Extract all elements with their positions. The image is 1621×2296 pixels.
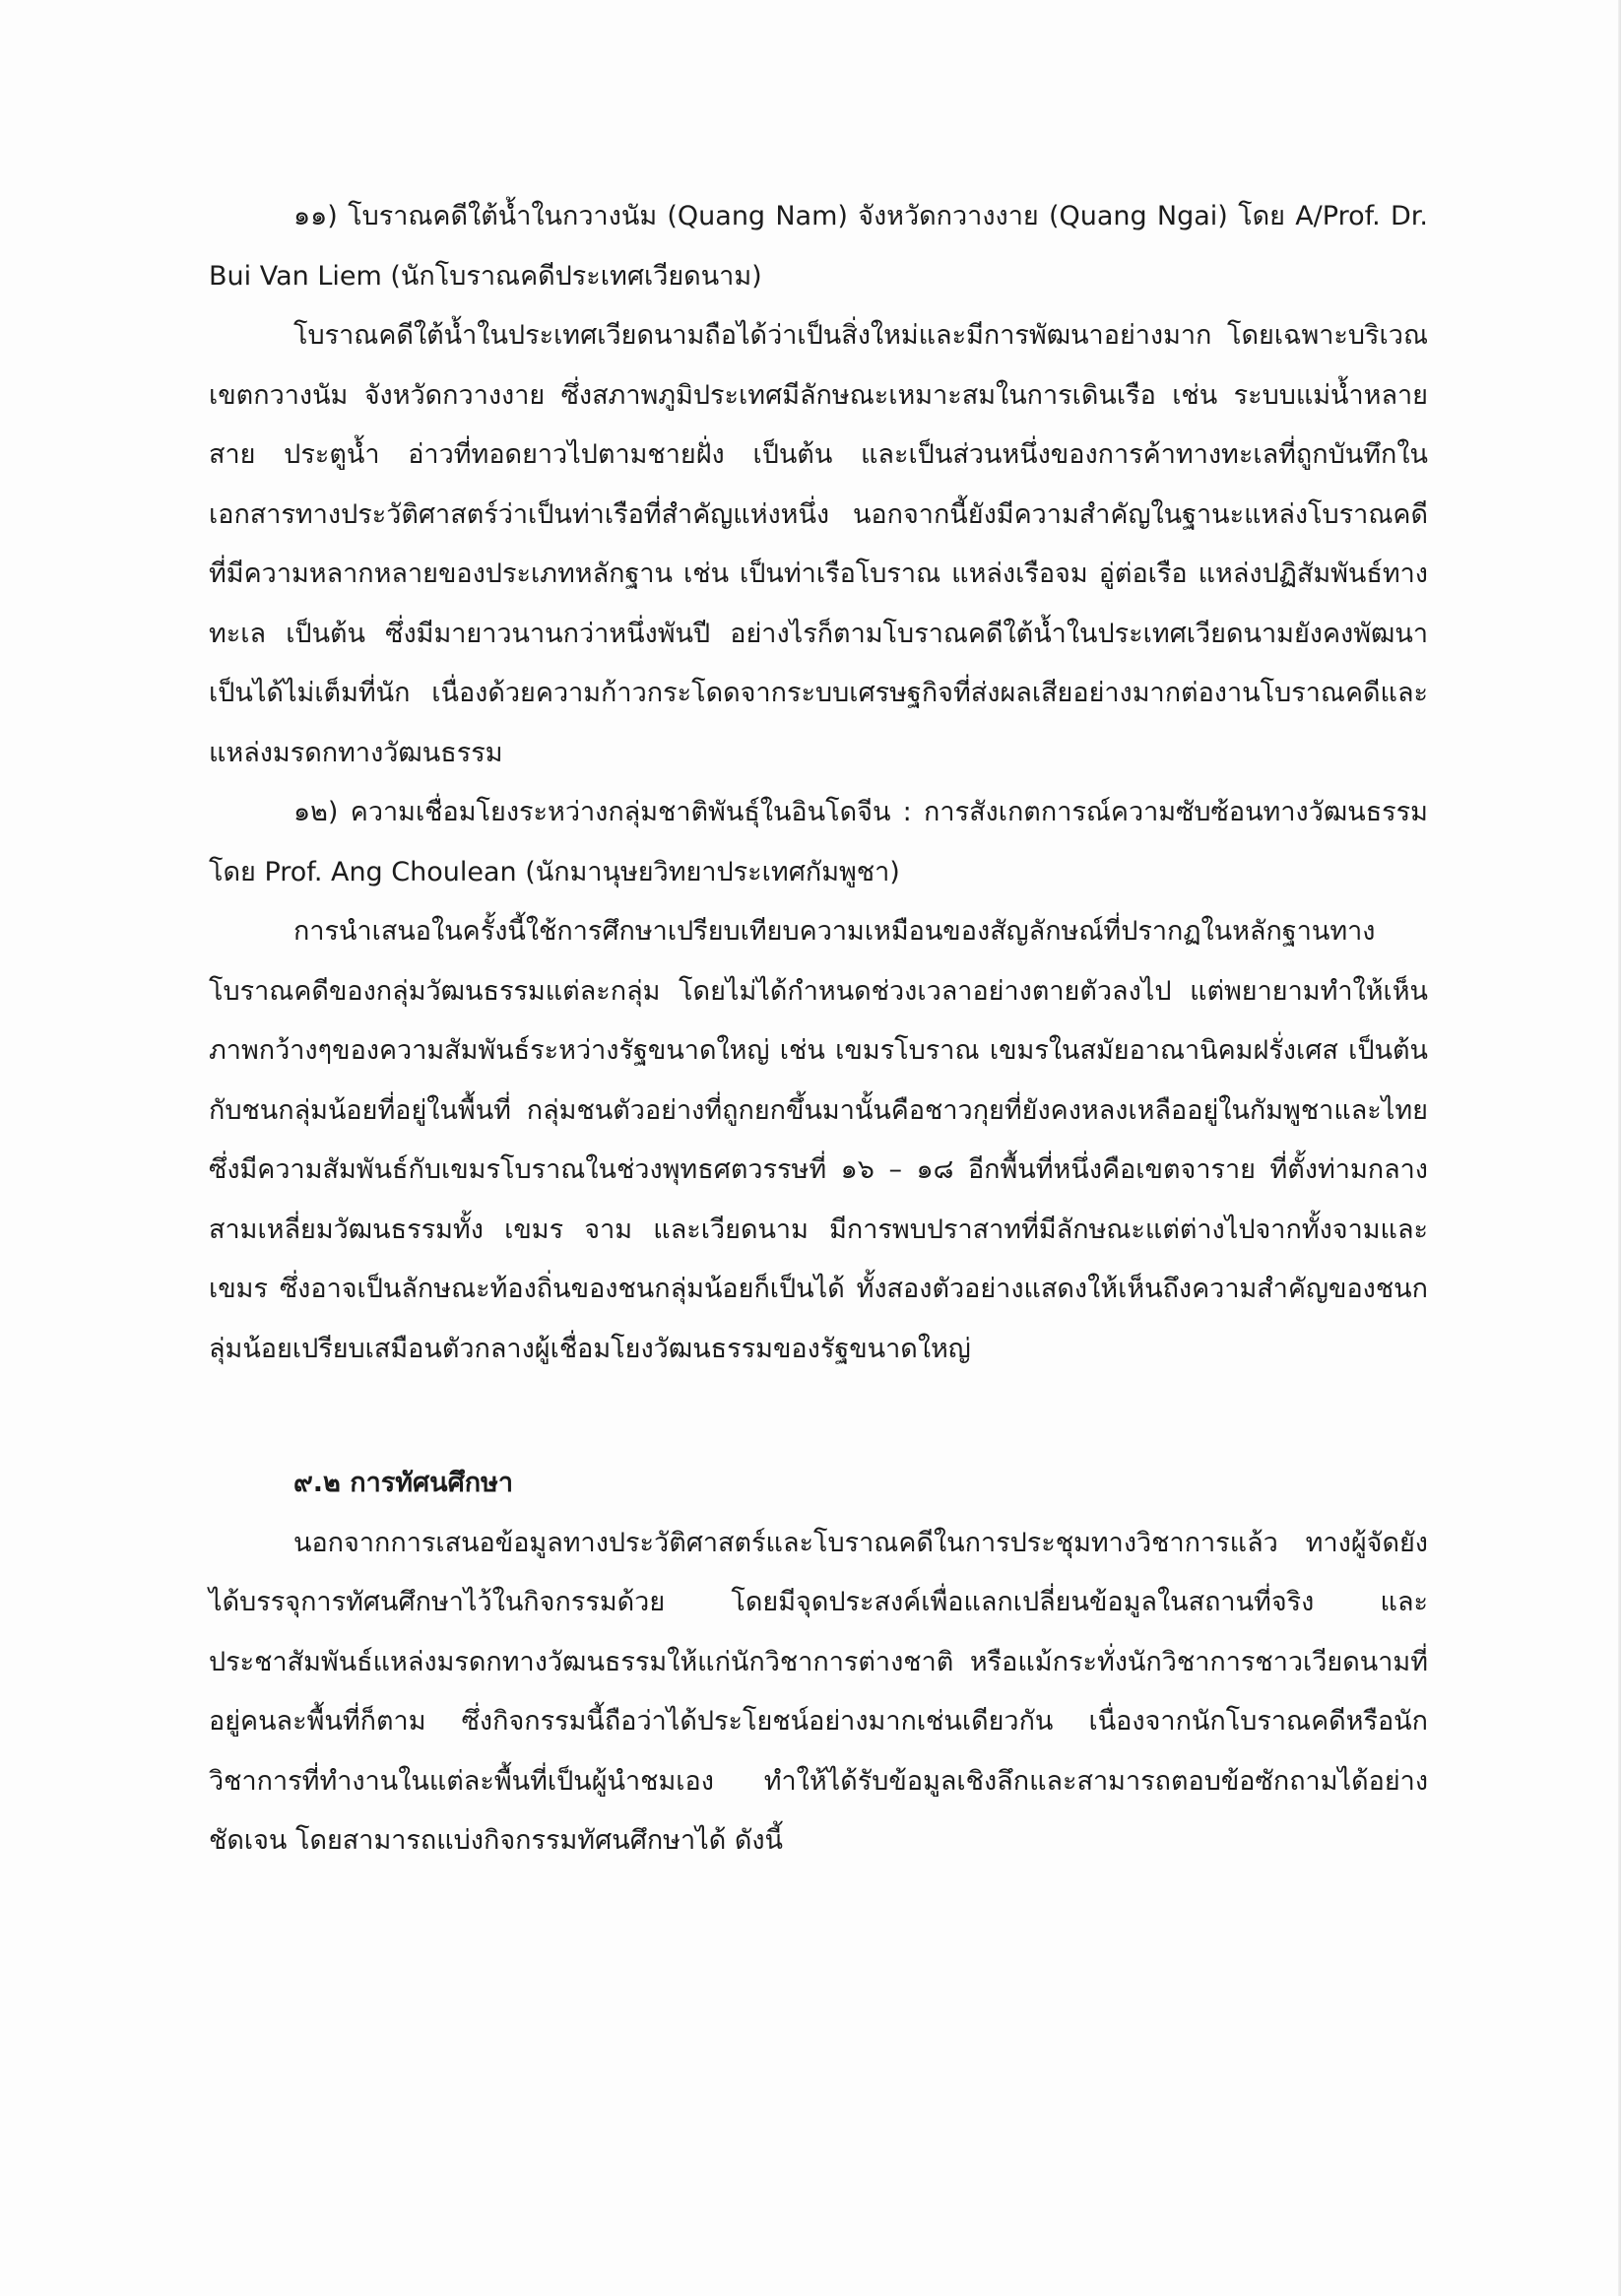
page-content bbox=[209, 187, 1428, 1871]
item-11-number: ๑๑) bbox=[293, 201, 338, 231]
item-12-title-text: ความเชื่อมโยงระหว่างกลุ่มชาติพันธุ์ในอินโดจีน : การสังเกตการณ์ความซับซ้อนทางวัฒนธรรม โดย Prof. Ang Choulean (นักมานุษยวิทยาประเทศกัมพูชา) bbox=[209, 797, 1428, 887]
section-body: นอกจากการเสนอข้อมูลทางประวัติศาสตร์และโบราณคดีในการประชุมทางวิชาการแล้ว ทางผู้จัดยังได้บรรจุการทัศนศึกษาไว้ในกิจกรรมด้วย โดยมีจุดประสงค์เพื่อแลกเปลี่ยนข้อมูลในสถานที่จริง และประชาสัมพันธ์แหล่งมรดกทางวัฒนธรรมให้แก่นักวิชาการต่างชาติ หรือแม้กระทั่งนักวิชาการชาวเวียดนามที่อยู่คนละพื้นที่ก็ตาม ซึ่งกิจกรรมนี้ถือว่าได้ประโยชน์อย่างมากเช่นเดียวกัน เนื่องจากนักโบราณคดีหรือนักวิชาการที่ทำงานในแต่ละพื้นที่เป็นผู้นำชมเอง ทำให้ได้รับข้อมูลเชิงลึกและสามารถตอบข้อซักถามได้อย่างชัดเจน โดยสามารถแบ่งกิจกรรมทัศนศึกษาได้ ดังนี้ bbox=[209, 1527, 1428, 1856]
item-12-body: การนำเสนอในครั้งนี้ใช้การศึกษาเปรียบเทียบความเหมือนของสัญลักษณ์ที่ปรากฏในหลักฐานทางโบราณคดีของกลุ่มวัฒนธรรมแต่ละกลุ่ม โดยไม่ได้กำหนดช่วงเวลาอย่างตายตัวลงไป แต่พยายามทำให้เห็นภาพกว้างๆของความสัมพันธ์ระหว่างรัฐขนาดใหญ่ เช่น เขมรโบราณ เขมรในสมัยอาณานิคมฝรั่งเศส เป็นต้น กับชนกลุ่มน้อยที่อยู่ในพื้นที่ กลุ่มชนตัวอย่างที่ถูกยกขึ้นมานั้นคือชาวกุยที่ยังคงหลงเหลืออยู่ในกัมพูชาและไทย ซึ่งมีความสัมพันธ์กับเขมรโบราณในช่วงพุทธศตวรรษที่ ๑๖ – ๑๘ อีกพื้นที่หนึ่งคือเขตจาราย ที่ตั้งท่ามกลางสามเหลี่ยมวัฒนธรรมทั้ง เขมร จาม และเวียดนาม มีการพบปราสาทที่มีลักษณะแต่ต่างไปจากทั้งจามและเขมร ซึ่งอาจเป็นลักษณะท้องถิ่นของชนกลุ่มน้อยก็เป็นได้ ทั้งสองตัวอย่างแสดงให้เห็นถึงความสำคัญของชนกลุ่มน้อยเปรียบเสมือนตัวกลางผู้เชื่อมโยงวัฒนธรรมของรัฐขนาดใหญ่ bbox=[209, 916, 1428, 1364]
item-11-body: โบราณคดีใต้น้ำในประเทศเวียดนามถือได้ว่าเป็นสิ่งใหม่และมีการพัฒนาอย่างมาก โดยเฉพาะบริเวณเขตกวางนัม จังหวัดกวางงาย ซึ่งสภาพภูมิประเทศมีลักษณะเหมาะสมในการเดินเรือ เช่น ระบบแม่น้ำหลายสาย ประตูน้ำ อ่าวที่ทอดยาวไปตามชายฝั่ง เป็นต้น และเป็นส่วนหนึ่งของการค้าทางทะเลที่ถูกบันทึกในเอกสารทางประวัติศาสตร์ว่าเป็นท่าเรือที่สำคัญแห่งหนึ่ง นอกจากนี้ยังมีความสำคัญในฐานะแหล่งโบราณคดีที่มีความหลากหลายของประเภทหลักฐาน เช่น เป็นท่าเรือโบราณ แหล่งเรือจม อู่ต่อเรือ แหล่งปฏิสัมพันธ์ทางทะเล เป็นต้น ซึ่งมีมายาวนานกว่าหนึ่งพันปี อย่างไรก็ตามโบราณคดีใต้น้ำในประเทศเวียดนามยังคงพัฒนาเป็นได้ไม่เต็มที่นัก เนื่องด้วยความก้าวกระโดดจากระบบเศรษฐกิจที่ส่งผลเสียอย่างมากต่องานโบราณคดีและแหล่งมรดกทางวัฒนธรรม bbox=[209, 320, 1428, 768]
item-12-number: ๑๒) bbox=[293, 797, 339, 827]
item-11-title-text: โบราณคดีใต้น้ำในกวางนัม (Quang Nam) จังหวัดกวางงาย (Quang Ngai) โดย A/Prof. Dr. Bui Van Liem (นักโบราณคดีประเทศเวียดนาม) bbox=[209, 201, 1428, 292]
item-12-title bbox=[209, 783, 1428, 902]
section-heading: ๙.๒ การทัศนศึกษา bbox=[293, 1468, 514, 1498]
item-11-title bbox=[209, 187, 1428, 306]
